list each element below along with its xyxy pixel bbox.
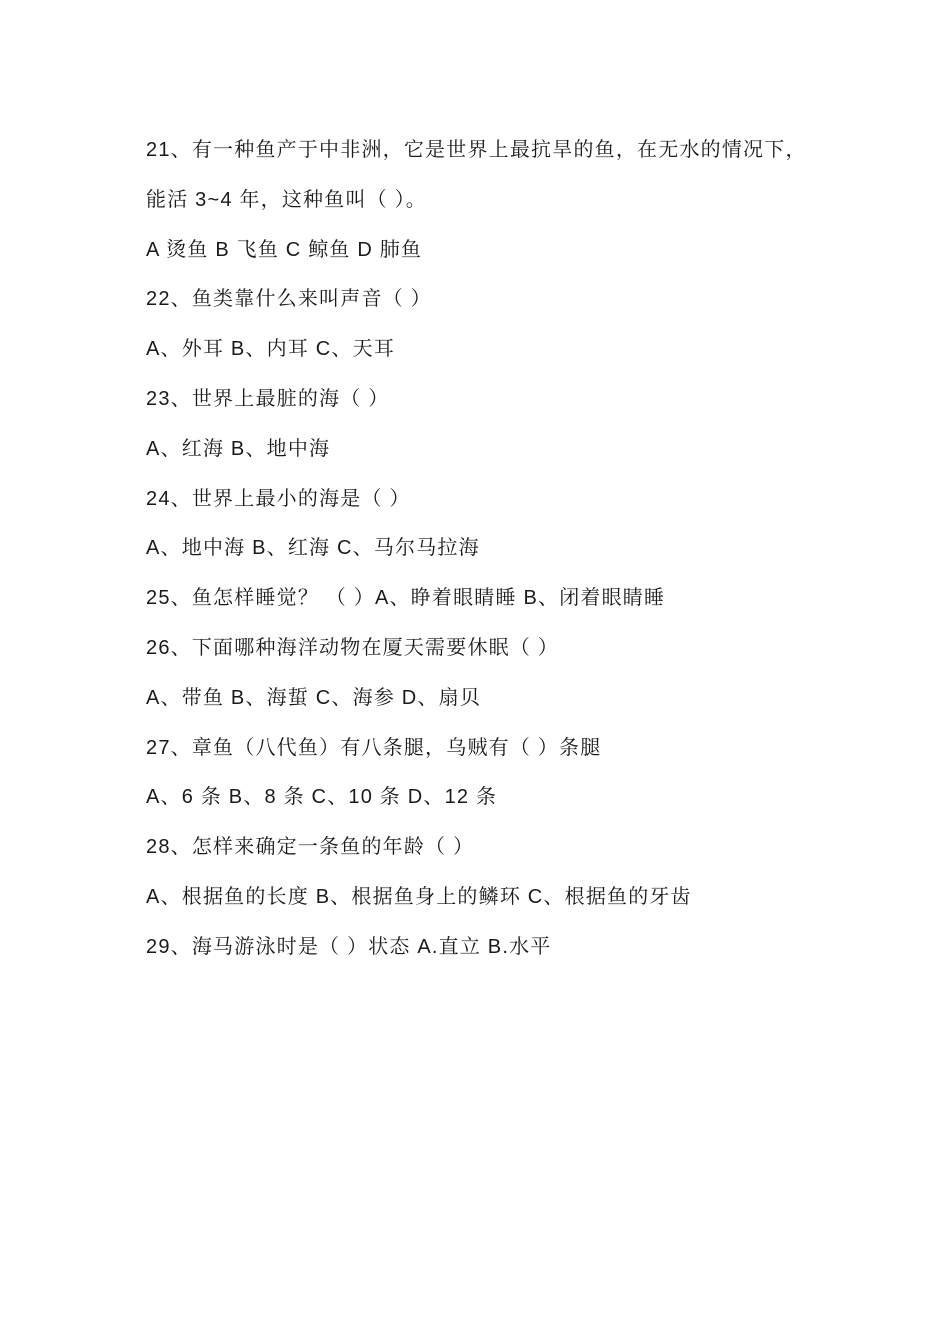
question-22-text: 22、鱼类靠什么来叫声音（ ） bbox=[146, 288, 432, 311]
question-24-text: 24、世界上最小的海是（ ） bbox=[146, 487, 411, 510]
question-21-text-continued: 能活 3~4 年，这种鱼叫（ ）。 bbox=[146, 188, 427, 211]
question-25-text-and-options: 25、鱼怎样睡觉？ （ ）A、睁着眼睛睡 B、闭着眼睛睡 bbox=[146, 587, 666, 610]
question-28-text: 28、怎样来确定一条鱼的年龄（ ） bbox=[146, 836, 475, 859]
question-29-text-and-options: 29、海马游泳时是（ ）状态 A.直立 B.水平 bbox=[146, 935, 552, 958]
question-27-options: A、6 条 B、8 条 C、10 条 D、12 条 bbox=[146, 786, 498, 809]
question-23-text: 23、世界上最脏的海（ ） bbox=[146, 387, 390, 410]
question-list bbox=[146, 130, 826, 977]
question-21-text: 21、有一种鱼产于中非洲，它是世界上最抗旱的鱼，在无水的情况下， bbox=[146, 139, 807, 161]
question-21-options: A 烫鱼 B 飞鱼 C 鲸鱼 D 肺鱼 bbox=[146, 238, 423, 261]
question-26-options: A、带鱼 B、海蜇 C、海参 D、扇贝 bbox=[146, 686, 482, 709]
question-26-text: 26、下面哪种海洋动物在厦天需要休眠（ ） bbox=[146, 636, 560, 659]
question-24-options: A、地中海 B、红海 C、马尔马拉海 bbox=[146, 537, 480, 560]
question-23-options: A、红海 B、地中海 bbox=[146, 437, 331, 460]
question-22-options: A、外耳 B、内耳 C、天耳 bbox=[146, 338, 396, 361]
question-27-text: 27、章鱼（八代鱼）有八条腿，乌贼有（ ）条腿 bbox=[146, 736, 602, 759]
question-28-options: A、根据鱼的长度 B、根据鱼身上的鳞环 C、根据鱼的牙齿 bbox=[146, 885, 692, 908]
